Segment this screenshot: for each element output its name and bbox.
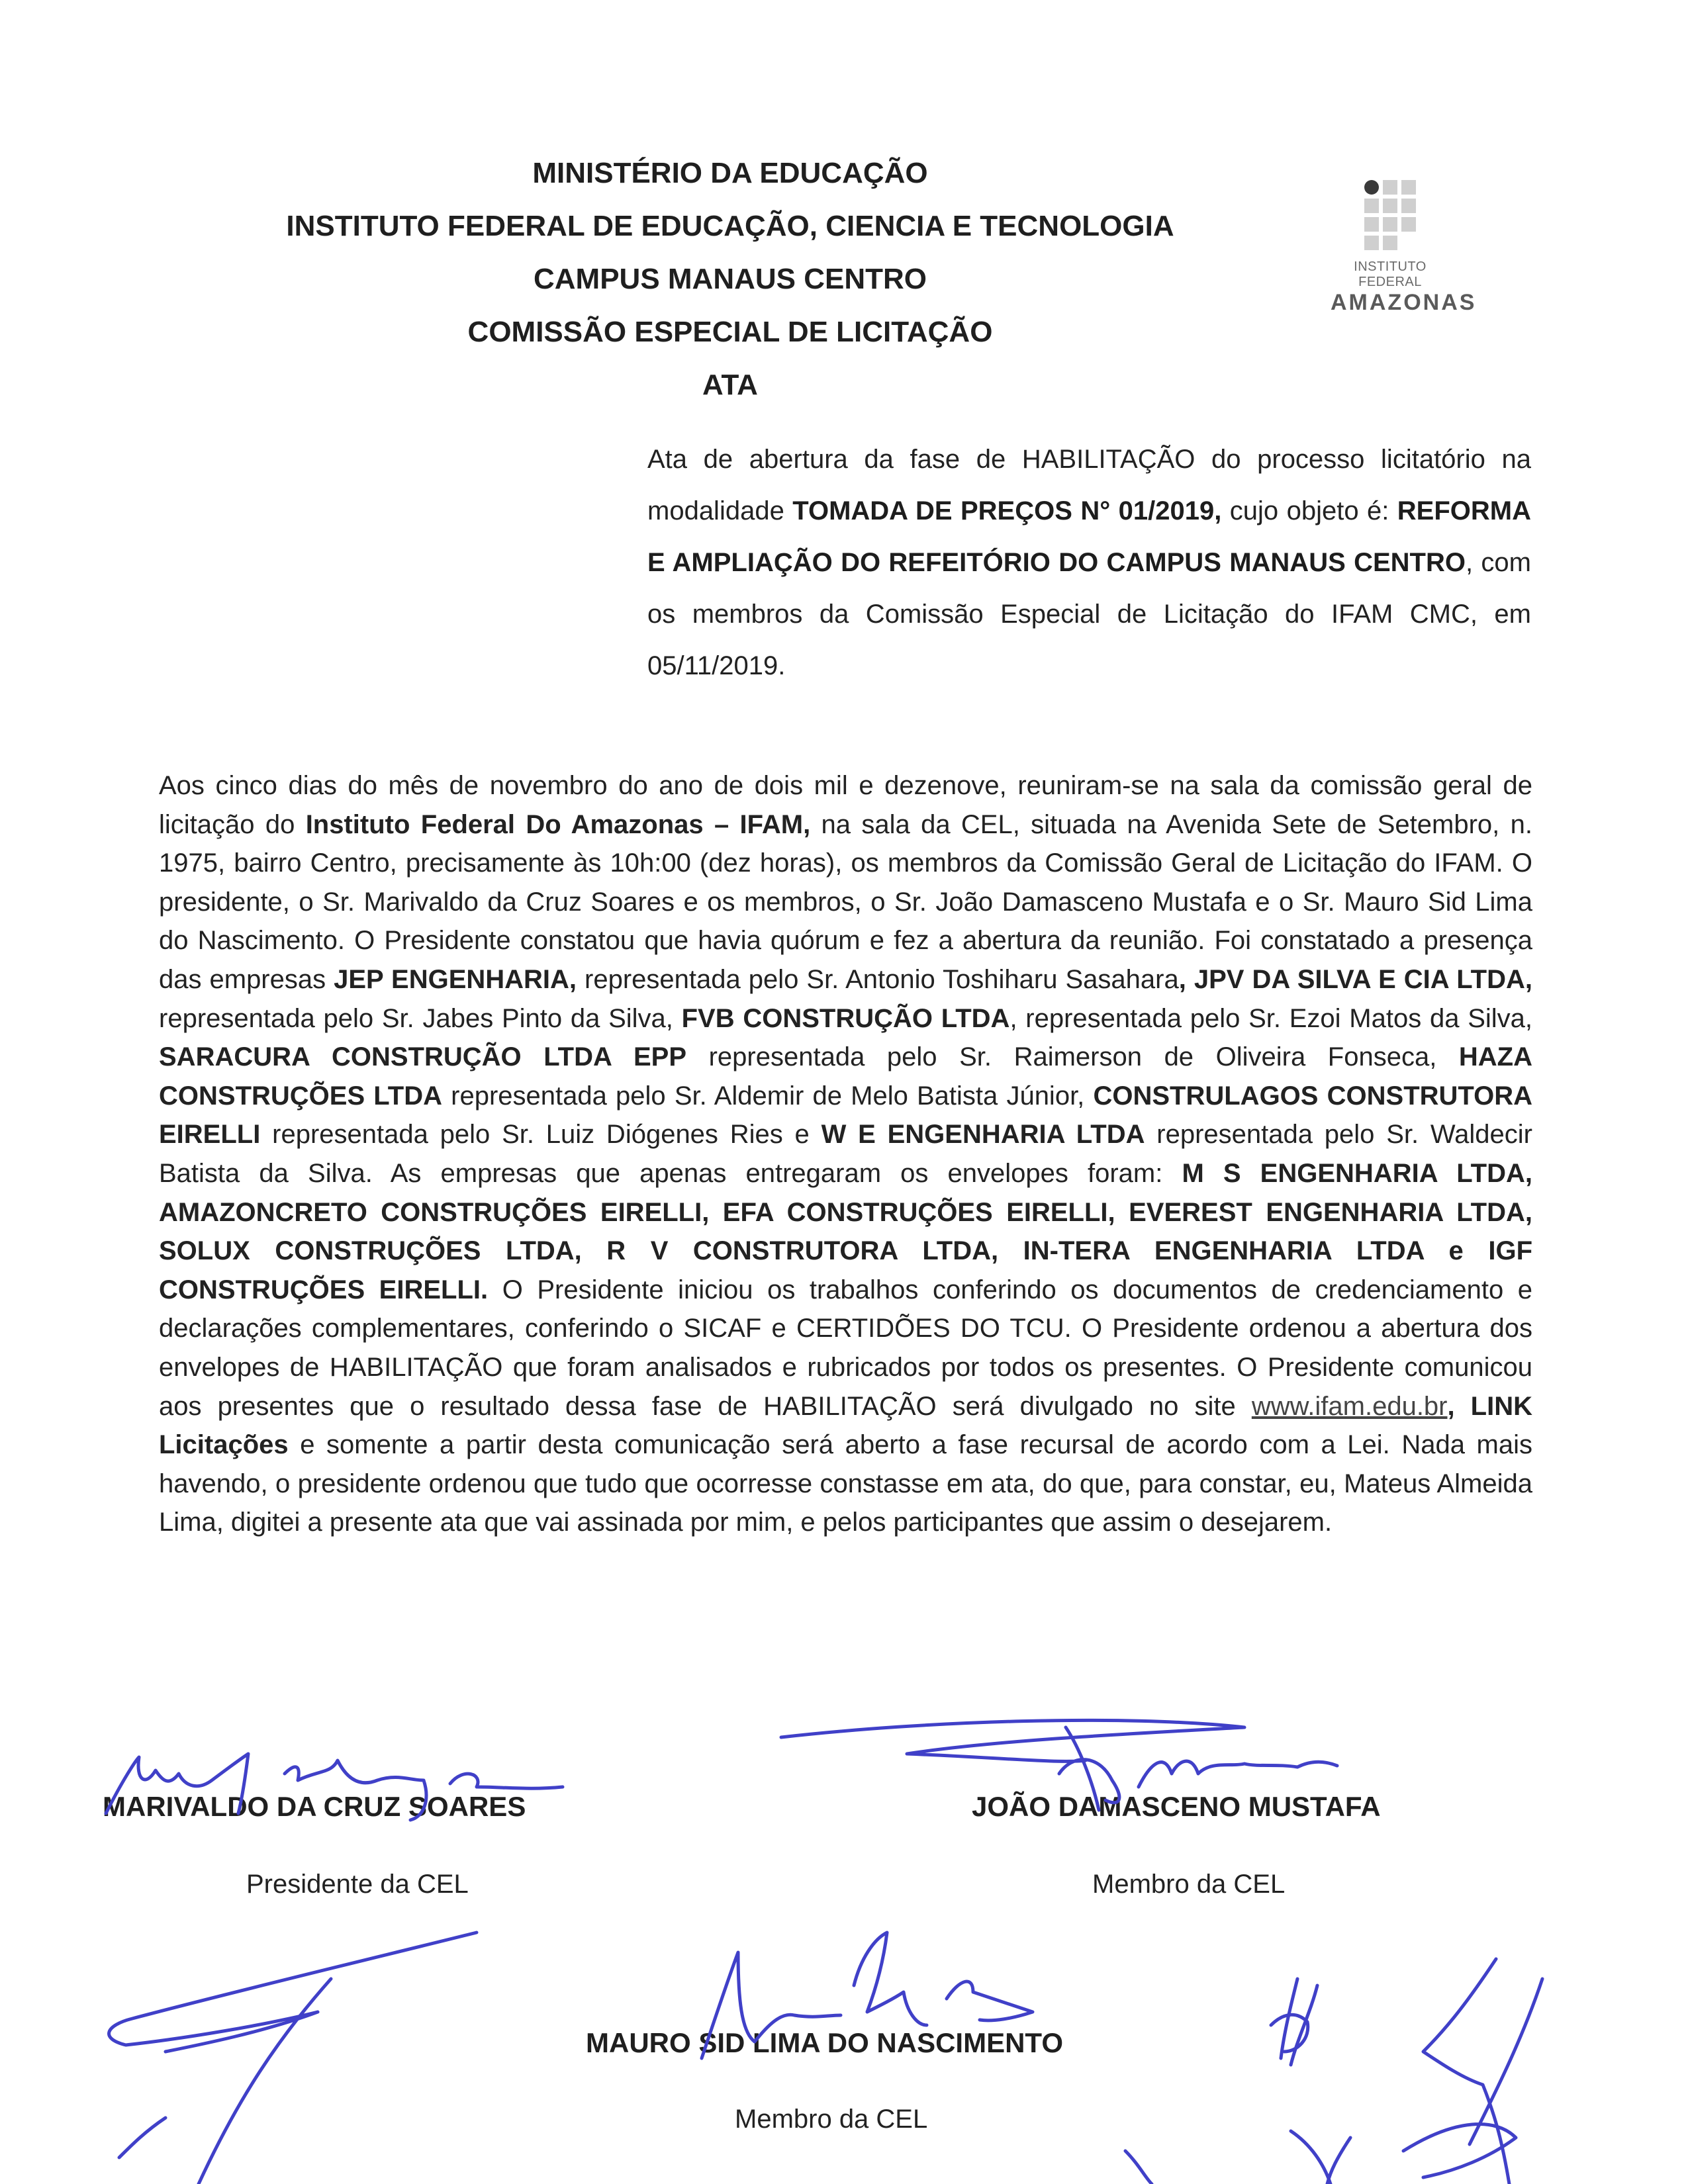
- logo-text-institute: INSTITUTO FEDERAL: [1354, 259, 1427, 289]
- summary-bold-1: TOMADA DE PREÇOS N° 01/2019,: [792, 496, 1222, 525]
- body-bold: HAZA CONSTRUÇÕES LTDA: [159, 1042, 1532, 1111]
- body-text: representada pelo Sr. Luiz Diógenes Ries e: [260, 1120, 821, 1150]
- body-bold: Instituto Federal Do Amazonas – IFAM,: [305, 809, 811, 839]
- logo-text-amazonas: AMAZONAS: [1331, 290, 1477, 315]
- header-ministry: MINISTÉRIO DA EDUCAÇÃO: [532, 157, 928, 189]
- body-bold: FVB CONSTRUÇÃO LTDA: [681, 1003, 1010, 1033]
- body-text: na sala da CEL, situada na Avenida Sete de Setembro, n. 1975, bairro Centro, precisamente às 10h:00 (dez horas), os membros da Comissão Geral de Licitação do IFAM. O presidente, o Sr. Marivaldo da Cruz Soares e os membros, o Sr. João Damasceno Mustafa e o Sr. Mauro Sid Lima do Nascimento. O Presidente constatou que havia quórum e fez a abertura da reunião. Foi constatado a presença das empresas: [159, 809, 1532, 994]
- body-bold: , JPV DA SILVA E CIA LTDA,: [1178, 964, 1532, 994]
- initials-right-2: [1403, 1959, 1542, 2184]
- signatory-role-member-1: Membro da CEL: [1092, 1870, 1286, 1899]
- header-title: ATA: [702, 369, 758, 401]
- signature-loose-1: [109, 1933, 477, 2052]
- summary-text-2: cujo objeto é:: [1221, 496, 1397, 525]
- signatory-role-member-2: Membro da CEL: [735, 2105, 928, 2134]
- body-bold: JEP ENGENHARIA,: [334, 964, 577, 994]
- header-institute: INSTITUTO FEDERAL DE EDUCAÇÃO, CIENCIA E TECNOLOGIA: [286, 210, 1174, 242]
- header-commission: COMISSÃO ESPECIAL DE LICITAÇÃO: [467, 316, 993, 348]
- initials-right-1: [1271, 1979, 1317, 2065]
- initials-bottom: [1125, 2131, 1350, 2184]
- body-text: representada pelo Sr. Jabes Pinto da Silva,: [159, 1003, 682, 1033]
- body-text: , representada pelo Sr. Ezoi Matos da Silva,: [1009, 1003, 1533, 1033]
- signature-loose-2: [119, 1979, 331, 2184]
- body-bold: M S ENGENHARIA LTDA, AMAZONCRETO CONSTRUÇÕES EIRELLI, EFA CONSTRUÇÕES EIRELLI, EVEREST ENGENHARIA LTDA, SOLUX CONSTRUÇÕES LTDA, R V CONSTRUTORA LTDA, IN-TERA ENGENHARIA LTDA e IGF CONSTRUÇÕES EIRELLI.: [159, 1158, 1533, 1304]
- body-bold: , LINK Licitações: [159, 1391, 1533, 1460]
- body-bold: SARACURA CONSTRUÇÃO LTDA EPP: [159, 1042, 687, 1072]
- body-text: Aos cinco dias do mês de novembro do ano de dois mil e dezenove, reuniram-se na sala da comissão geral de licitação do: [159, 771, 1532, 839]
- body-text: representada pelo Sr. Raimerson de Oliveira Fonseca,: [686, 1042, 1459, 1072]
- body-bold: W E ENGENHARIA LTDA: [821, 1120, 1145, 1150]
- signatory-name-member-1: JOÃO DAMASCENO MUSTAFA: [972, 1791, 1381, 1822]
- summary-text-3: , com os membros da Comissão Especial de Licitação do IFAM CMC, em 05/11/2019.: [647, 548, 1531, 680]
- summary-text-1: Ata de abertura da fase de HABILITAÇÃO do processo licitatório na modalidade: [647, 445, 1531, 525]
- ata-summary: [647, 433, 1531, 692]
- logo-grid-icon: [1364, 180, 1416, 250]
- header-campus: CAMPUS MANAUS CENTRO: [534, 263, 927, 295]
- body-text: representada pelo Sr. Antonio Toshiharu Sasahara: [577, 964, 1179, 994]
- body-text: e somente a partir desta comunicação será aberto a fase recursal de acordo com a Lei. Nada mais havendo, o presidente ordenou que tudo que ocorresse constasse em ata, do que, para constar, eu, Mateus Almeida Lima, digitei a presente ata que vai assinada por mim, e pelos participantes que assim o desejarem.: [159, 1430, 1532, 1537]
- summary-bold-2: REFORMA E AMPLIAÇÃO DO REFEITÓRIO DO CAMPUS MANAUS CENTRO: [647, 496, 1531, 577]
- body-bold: CONSTRULAGOS CONSTRUTORA EIRELLI: [159, 1081, 1533, 1150]
- ifam-logo: [1331, 180, 1477, 316]
- body-text: representada pelo Sr. Waldecir Batista da Silva. As empresas que apenas entregaram os envelopes foram:: [159, 1120, 1533, 1188]
- body-text: O Presidente iniciou os trabalhos conferindo os documentos de credenciamento e declarações complementares, conferindo o SICAF e CERTIDÕES DO TCU. O Presidente ordenou a abertura dos envelopes de HABILITAÇÃO que foram analisados e rubricados por todos os presentes. O Presidente comunicou aos presentes que o resultado dessa fase de HABILITAÇÃO será divulgado no site: [159, 1275, 1532, 1421]
- body-text: representada pelo Sr. Aldemir de Melo Batista Júnior,: [442, 1081, 1094, 1111]
- ata-body: [159, 766, 1532, 1542]
- signatory-name-president: MARIVALDO DA CRUZ SOARES: [103, 1791, 526, 1822]
- signatory-name-member-2: MAURO SID LIMA DO NASCIMENTO: [586, 2027, 1063, 2058]
- signatory-role-president: Presidente da CEL: [246, 1870, 469, 1899]
- ifam-site-link[interactable]: www.ifam.edu.br: [1251, 1391, 1448, 1421]
